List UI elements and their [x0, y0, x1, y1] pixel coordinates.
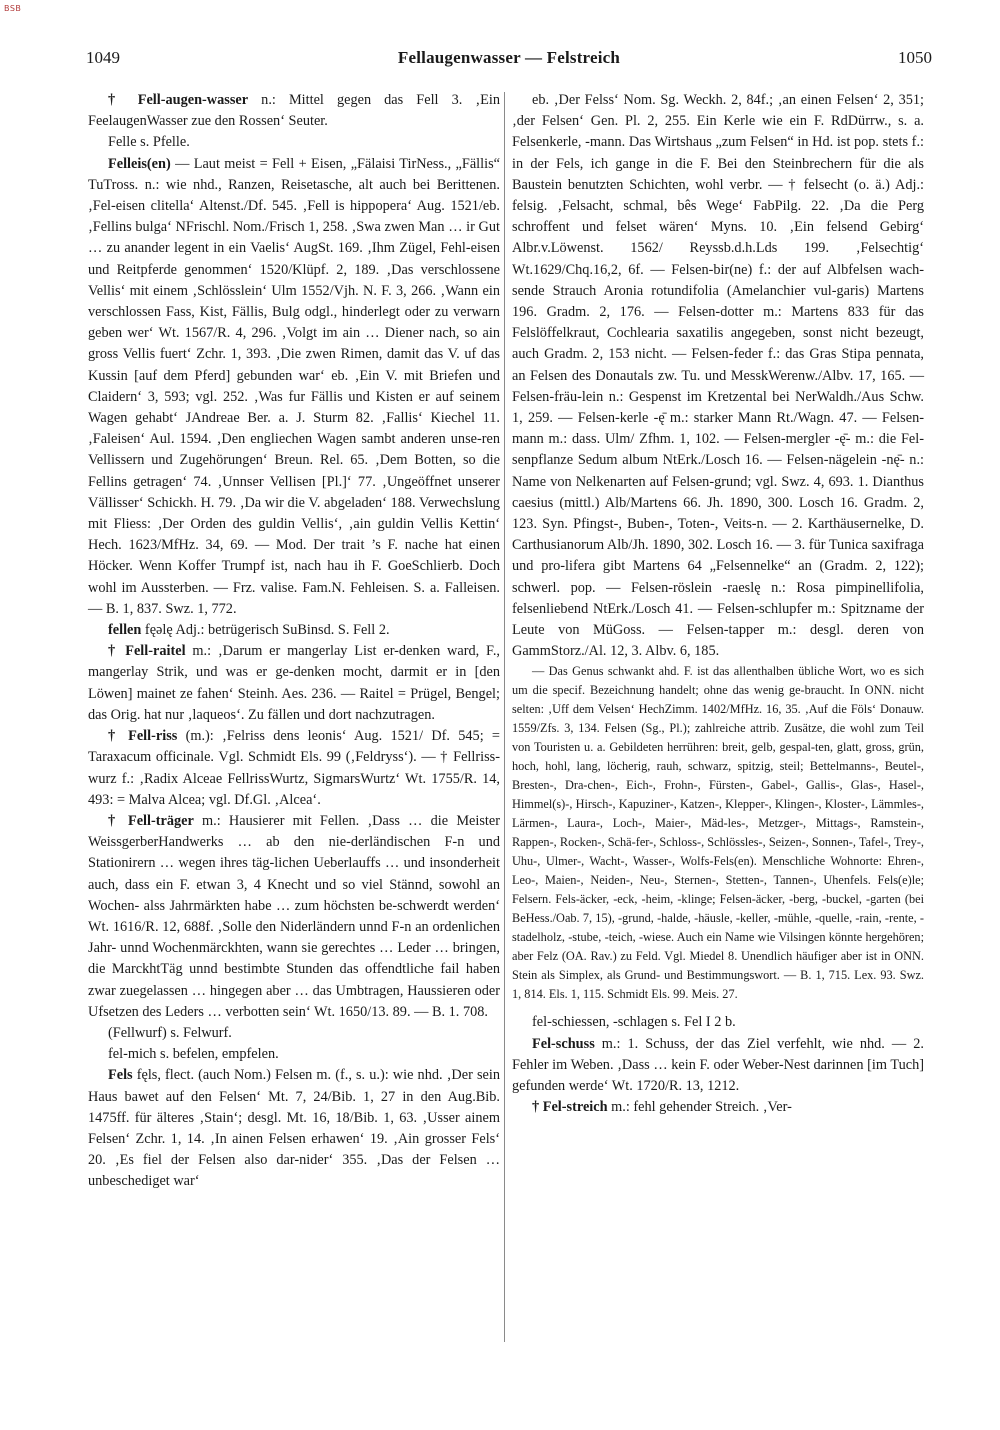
- entry-text: — Laut meist = Fell + Eisen, „Fälaisi TirNess., „Fällis“ TuTross. n.: wie nhd., Ranzen, Reisetasche, alt auch bei Berittenen. ‚Fel-eisen clitella‘ Altenst./Df. 545. ‚Fell is hippopera‘ Aug. 1521/eb. ‚Fellins bulga‘ NFrischl. Nom./Frisch 1, 258. ‚Swa zwen Man … ir Gut … zu anander legent in ein Vaelis‘ AugSt. 169. ‚Ihm Zügel, Fehl-eisen und Reitpferde genommen‘ 1520/Klüpf. 2, 189. ‚Das verschlossene Vellis‘ mit einem ‚Schlösslein‘ Ulm 1552/Vjh. N. F. 3, 266. ‚Wann ein verschlossen Fass, Kist, Fällis, Bulg odgl., hinderlegt oder zu verwarn geben wer‘ Wt. 1567/R. 4, 296. ‚Volgt im ain … Diener nach, so ain gross Vellis fuert‘ Zchr. 1, 393. ‚Die zwen Rimen, damit das V. uf das Kussin [auf dem Pferd] gebunden war‘ eb. ‚Ein V. mit Briefen und Claidern‘ 3, 593; vgl. 252. ‚Was fur Fällis und Kisten er auf seinem Wagen gehabt‘ JAndreae Ber. a. J. Sturm 82. ‚Fallis‘ Kiechel 11. ‚Faleisen‘ Aul. 1594. ‚Den engliechen Wagen sambt anderen unse-ren Vellissern und Zugehörungen‘ Breun. Rel. 65. ‚Dem Botten, so die Fellins getragen‘ 74. ‚Unnser Vellisen [Pl.]‘ 77. ‚Ungeöffnet unserer Vällisser‘ Schickh. H. 79. ‚Da wir die V. abgeladen‘ 188. Verwechslung mit Fliess: ‚Der Orden des guldin Vellis‘, ‚ain guldin Vellis Kettin‘ Hech. 1623/MfHz. 34, 69. — Mod. Der trait ’s F. nache hat einen Höcker. Wenn Koffer Trumpf ist, nach hau ih F. GoeSchlierb. Doch wohl im Aussterben. — Frz. valise. Fam.N. Fehleisen. S. a. Falleisen. — B. 1, 837. Swz. 1, 772.: [88, 155, 500, 617]
- entry-text: eb. ‚Der Felss‘ Nom. Sg. Weckh. 2, 84f.; ‚an einen Felsen‘ 2, 351; ‚der Felsen‘ Gen. Pl. 2, 255. Ein Kerle wie ein F. RdDürrw., s. a. Felsenkerle, -mann. Das Wirtshaus „zum Felsen“ in Hd. ist pop. stets f.: in der Fels, ich gange in die F. Bei den Steinbrechern für die als Baustein benutzten Schichten, wohl verbr. — † felsecht (o. ä.) Adj.: felsig. ‚Felsacht, schmal, bês Wege‘ FabPilg. 22. ‚Da die Perg schroffent und felset wären‘ Myns. 10. ‚Ein felsend Gebirg‘ Albr.v.Löwenst. 1562/ Reyssb.d.h.Lds 199. ‚Felsechtig‘ Wt.1629/Chq.16,2, 6f. — Felsen-bir(ne) f.: der auf Albfelsen wach-sende Strauch Aronia rotundifolia (Amelanchier vul-garis) Martens 196. Gradm. 2, 176. — Felsen-dotter m.: Martens 833 für das Felslöffelkraut, Cochlearia saxatilis angegeben, sonst nicht bezeugt, auch Gradm. 2, 153 nicht. — Felsen-feder f.: das Gras Stipa pennata, an Felsen des Donautals zw. Tu. und MesskWerenw./Albv. 17, 165. — Felsen-fräu-lein n.: Gespenst im Kretzental bei NerWaldh./Aus Schw. 1, 259. — Felsen-kerle -ę̄ m.: starker Mann Rt./Wagn. 47. — Felsen-mann m.: dass. Ulm/ Zfhm. 1, 102. — Felsen-mergler -ę̄- m.: die Fel-senpflanze Sedum album NtErk./Losch 16. — Felsen-nägelein -nę̄- n.: Name von Nelkenarten auf Felsen-grund; vgl. Swz. 4, 693. 1. Dianthus caesius (mittl.) Alb/Martens 66. Jh. 1890, 300. Losch 16. Gradm. 2, 123. Syn. Pfingst-, Buben-, Toten-, Veits-n. — 2. Karthäusernelke, D. Carthusianorum Alb/Jh. 1890, 302. Losch 16. — 3. für Tunica saxifraga und pro-lifera gibt Martens 64 „Felsennelke“ an (Gradm. 2, 122); schwerl. pop. — Felsen-röslein -raeslę n.: Rosa pimpinellifolia, felsenliebend NtErk./Losch 41. — Felsen-schlupfer m.: Spitzname der Leute von MüGoss. — Felsen-tapper m.: desgl. deren von GammStorz./Al. 12, 3. Albv. 6, 185.: [512, 92, 924, 660]
- entry-lemma: Felleis(en): [108, 155, 171, 172]
- entry-fell-augen-wasser: [88, 90, 500, 132]
- entry-text: (Fellwurf) s. Felwurf.: [108, 1024, 232, 1041]
- entry-lemma: Fels: [108, 1067, 133, 1084]
- entry-fel-mich: [88, 1044, 500, 1065]
- entry-fels-notes: [512, 662, 924, 1004]
- entry-fel-schiessen: [512, 1012, 924, 1033]
- entry-text: m.: fehl gehender Streich. ‚Ver-: [607, 1099, 792, 1116]
- entry-text: fęəlę Adj.: betrügerisch SuBinsd. S. Fell 2.: [141, 622, 390, 639]
- entry-lemma: † Fell-augen-wasser: [108, 92, 249, 108]
- entry-text: fęls, flect. (auch Nom.) Felsen m. (f., s. u.): wie nhd. ‚Der sein Haus bawet auf den Felsen‘ Mt. 7, 24/Bib. 1, 27 in den Aug.Bib. 1475ff. für älteres ‚Stain‘; desgl. Mt. 16, 18/Bib. 1, 63. ‚Usser ainem Felsen‘ Zchr. 1, 14. ‚In ainen Felsen erhawen‘ 19. ‚Ain grosser Fels‘ 20. ‚Es fiel der Felsen also dar-nider‘ 355. ‚Das der Felsen … unbeschediget war‘: [88, 1067, 500, 1190]
- entry-text: Felle s. Pfelle.: [108, 134, 190, 151]
- entry-fel-streich: [512, 1097, 924, 1118]
- entry-lemma: fellen: [108, 622, 142, 639]
- entry-felleisen: [88, 154, 500, 620]
- entry-text: m.: Hausierer mit Fellen. ‚Dass … die Meister WeissgerberHandwerks … ab den nie-derländischen F-n und Stationirern … wegen ihres täg-lichen Ueberlauffs … und insonderheit auch, dass ein F. etwan 3, 4 Knecht und so viel Stännd, sowohl an Wochen- alss Jahrmärkten habe … zum höchsten be-schwerdt werden‘ Wt. 1616/R. 12, 688f. ‚Solle den Niderländern unnd F-n an ordenlichen Jahr- unnd Wochenmärckhten, wann sie gerechtes … Leder … bringen, die MarckhtTäg unnd bestimbte Stunden das offendtliche fail haben zwar zuegelassen … hingegen aber … das Umbtragen, Haussieren oder Ufsetzen des Leders … verbotten sein‘ Wt. 1650/13. 89. — B. 1. 708.: [88, 812, 500, 1020]
- page-number-left: 1049: [86, 48, 120, 67]
- page-number-right: 1050: [898, 48, 932, 67]
- entry-fell-raitel: [88, 641, 500, 726]
- entry-lemma: Fel-schuss: [532, 1035, 595, 1052]
- entry-fels-continued: [512, 90, 924, 662]
- entry-felle: [88, 132, 500, 153]
- library-stamp: BSB: [4, 4, 22, 13]
- entry-lemma: † Fel-streich: [532, 1099, 608, 1116]
- entry-text: (m.): ‚Felriss dens leonis‘ Aug. 1521/ Df. 545; = Taraxacum officinale. Vgl. Schmidt Els. 99 (‚Feldryss‘). — † Fellriss-wurz f.: ‚Radix Alceae FellrissWurtz, SigmarsWurtz‘ Wt. 1755/R. 14, 493: = Malva Alcea; vgl. Df.Gl. ‚Alcea‘.: [88, 728, 500, 808]
- entry-fels: [88, 1065, 500, 1192]
- entry-fell-riss: [88, 726, 500, 811]
- entry-fellwurf: [88, 1023, 500, 1044]
- entry-text: fel-mich s. befelen, empfelen.: [108, 1046, 279, 1063]
- entry-text: m.: 1. Schuss, der das Ziel verfehlt, wie nhd. — 2. Fehler im Weben. ‚Dass … kein F. oder Weber-Nest darinnen [im Tuch] gefunden werde‘ Wt. 1720/R. 13, 1212.: [512, 1035, 924, 1095]
- entry-fell-traeger: [88, 811, 500, 1023]
- entry-lemma: † Fell-raitel: [108, 643, 186, 660]
- left-column: [88, 90, 500, 1193]
- column-divider: [504, 92, 505, 1342]
- entry-lemma: † Fell-riss: [108, 728, 178, 745]
- entry-fellen: [88, 620, 500, 641]
- entry-text: n.: Mittel gegen das Fell 3. ‚Ein FeelaugenWasser zue den Rossen‘ Seuter.: [88, 92, 501, 130]
- entry-text: m.: ‚Darum er mangerlay List er-denken ward, F., mangerlay Strik, und was er ge-denken mocht, darmit er in [den Löwen] mainet ze fahen‘ Steinh. Aes. 236. — Raitel = Prügel, Bengel; das Orig. hat nur ‚laqueos‘. Zu fällen und dort nachzutragen.: [88, 643, 500, 723]
- entry-text: fel-schiessen, -schlagen s. Fel I 2 b.: [532, 1014, 736, 1031]
- entry-text: — Das Genus schwankt ahd. F. ist das allenthalben übliche Wort, wo es sich um die specif. Bezeichnung handelt; ohne das wenig ge-braucht. In ONN. nicht selten: ‚Uff dem Velsen‘ HechZimm. 1402/MfHz. 16, 35. ‚Auf die Föls‘ Donauw. 1559/Zfs. 3, 134. Felsen (Sg., Pl.); zahlreiche attrib. Zusätze, die wohl zum Teil von Touristen u. a. Gebildeten herrühren: breit, gelb, gespal-ten, glatt, gross, grün, hoch, hohl, lang, löcherig, rauh, schwarz, spitzig, steil; Bettelmanns-, Beutel-, Bresten-, Dra-chen-, Eich-, Frohn-, Fürsten-, Gabel-, Gallis-, Glas-, Hasel-, Himmel(s)-, Hirsch-, Kapuziner-, Katzen-, Klepper-, Klingen-, Kloster-, Lämmles-, Lärmen-, Laura-, Loch-, Maier-, Mäd-les-, Metzger-, Mittags-, Ramstein-, Rappen-, Rocken-, Schä-fer-, Schloss-, Schlössles-, Seizen-, Sonnen-, Tafel-, Trey-, Uhu-, Ulmer-, Wacht-, Wasser-, Wolfs-Fels(en). Menschliche Wohnorte: Ehren-, Leo-, Maien-, Neiden-, Neu-, Sternen-, Stetten-, Tannen-, Uhenfels. Fels(e)le; Felsern. Fels-äcker, -eck, -heim, -klinge; Felsen-äcker, -berg, -buckel, -garten (bei BeHess./Oab. 7, 15), -grund, -halde, -häusle, -keller, -mühle, -quelle, -rain, -rente, -stadelholz, -stube, -teich, -wiese. Auch ein Name wie Vilsingen könnte hergehören; aber Felz (OA. Rav.) zu Feld. Vgl. Miedel 8. Unendlich häufiger aber ist in ONN. Stein als Simplex, als Grund- und Bestimmungswort. — B. 1, 715. Lex. 93. Swz. 1, 814. Els. 1, 115. Schmidt Els. 99. Meis. 27.: [512, 664, 924, 1002]
- running-title: Fellaugenwasser — Felstreich: [397, 48, 621, 67]
- page-header: [86, 48, 932, 72]
- right-column: [512, 90, 924, 1119]
- entry-fel-schuss: [512, 1034, 924, 1098]
- entry-lemma: † Fell-träger: [108, 812, 194, 829]
